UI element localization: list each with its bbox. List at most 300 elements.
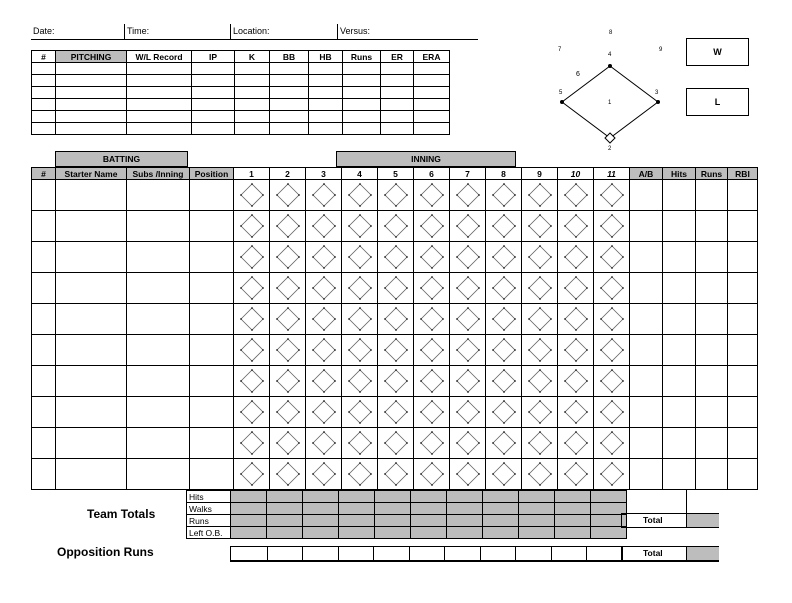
pitching-cell[interactable] [381, 87, 414, 99]
totals-cell[interactable] [375, 515, 411, 527]
at-bat-cell[interactable] [306, 428, 342, 459]
batting-cell[interactable] [127, 428, 190, 459]
pitching-cell[interactable] [32, 87, 56, 99]
pitching-cell[interactable] [270, 87, 309, 99]
pitching-cell[interactable] [414, 87, 450, 99]
at-bat-cell[interactable] [306, 459, 342, 490]
at-bat-cell[interactable] [558, 304, 594, 335]
totals-cell[interactable] [519, 491, 555, 503]
pitching-cell[interactable] [270, 99, 309, 111]
batting-stat-cell[interactable] [728, 242, 758, 273]
batting-stat-cell[interactable] [728, 335, 758, 366]
batting-stat-cell[interactable] [728, 273, 758, 304]
pitching-cell[interactable] [192, 111, 235, 123]
at-bat-cell[interactable] [378, 397, 414, 428]
pitching-cell[interactable] [235, 75, 270, 87]
at-bat-diamond [312, 245, 336, 269]
totals-cell[interactable] [339, 491, 375, 503]
totals-cell[interactable] [303, 503, 339, 515]
at-bat-cell[interactable] [522, 459, 558, 490]
at-bat-cell[interactable] [234, 242, 270, 273]
batting-cell[interactable] [190, 242, 234, 273]
totals-cell[interactable] [375, 491, 411, 503]
batting-stat-cell[interactable] [728, 428, 758, 459]
at-bat-cell[interactable] [558, 459, 594, 490]
pitching-cell[interactable] [309, 123, 343, 135]
at-bat-cell[interactable] [270, 211, 306, 242]
at-bat-cell[interactable] [234, 273, 270, 304]
at-bat-cell[interactable] [378, 366, 414, 397]
batting-cell[interactable] [56, 273, 127, 304]
batting-cell[interactable] [32, 242, 56, 273]
pitching-cell[interactable] [343, 63, 381, 75]
batting-cell[interactable] [56, 428, 127, 459]
totals-cell[interactable] [339, 527, 375, 539]
totals-cell[interactable] [447, 503, 483, 515]
totals-cell[interactable] [411, 527, 447, 539]
batting-stat-cell[interactable] [630, 242, 663, 273]
at-bat-cell[interactable] [342, 304, 378, 335]
totals-cell[interactable] [483, 503, 519, 515]
pitching-cell[interactable] [309, 111, 343, 123]
batting-stat-cell[interactable] [663, 273, 696, 304]
pitching-cell[interactable] [56, 75, 127, 87]
batting-stat-cell[interactable] [728, 211, 758, 242]
totals-cell[interactable] [375, 503, 411, 515]
pitching-cell[interactable] [32, 63, 56, 75]
pitching-cell[interactable] [381, 99, 414, 111]
at-bat-cell[interactable] [486, 211, 522, 242]
batting-cell[interactable] [32, 180, 56, 211]
batting-cell[interactable] [127, 273, 190, 304]
at-bat-cell[interactable] [414, 428, 450, 459]
batting-stat-cell[interactable] [630, 304, 663, 335]
at-bat-cell[interactable] [522, 304, 558, 335]
at-bat-cell[interactable] [414, 304, 450, 335]
batting-stat-cell[interactable] [663, 304, 696, 335]
batting-stat-cell[interactable] [663, 366, 696, 397]
at-bat-cell[interactable] [450, 211, 486, 242]
batting-cell[interactable] [56, 397, 127, 428]
pitching-cell[interactable] [343, 123, 381, 135]
at-bat-cell[interactable] [594, 273, 630, 304]
at-bat-cell[interactable] [378, 304, 414, 335]
pitching-cell[interactable] [32, 123, 56, 135]
totals-cell[interactable] [555, 503, 591, 515]
totals-cell[interactable] [591, 491, 627, 503]
at-bat-cell[interactable] [234, 304, 270, 335]
totals-cell[interactable] [447, 527, 483, 539]
batting-stat-cell[interactable] [663, 335, 696, 366]
pitching-cell[interactable] [414, 99, 450, 111]
pitching-cell[interactable] [56, 63, 127, 75]
at-bat-cell[interactable] [378, 242, 414, 273]
batting-stat-cell[interactable] [630, 397, 663, 428]
batting-cell[interactable] [190, 211, 234, 242]
at-bat-cell[interactable] [414, 397, 450, 428]
batting-stat-cell[interactable] [696, 304, 728, 335]
at-bat-cell[interactable] [306, 273, 342, 304]
at-bat-cell[interactable] [594, 335, 630, 366]
batting-stat-cell[interactable] [630, 211, 663, 242]
totals-cell[interactable] [483, 527, 519, 539]
at-bat-cell[interactable] [342, 459, 378, 490]
totals-cell[interactable] [555, 515, 591, 527]
batting-cell[interactable] [190, 335, 234, 366]
batting-cell[interactable] [127, 304, 190, 335]
batting-cell[interactable] [190, 304, 234, 335]
pitching-cell[interactable] [414, 63, 450, 75]
at-bat-cell[interactable] [486, 180, 522, 211]
at-bat-cell[interactable] [594, 366, 630, 397]
totals-cell[interactable] [231, 527, 267, 539]
batting-stat-cell[interactable] [696, 242, 728, 273]
at-bat-cell[interactable] [414, 459, 450, 490]
totals-cell[interactable] [555, 491, 591, 503]
at-bat-cell[interactable] [414, 211, 450, 242]
at-bat-cell[interactable] [234, 366, 270, 397]
totals-cell[interactable] [303, 527, 339, 539]
at-bat-cell[interactable] [342, 211, 378, 242]
at-bat-cell[interactable] [522, 242, 558, 273]
totals-cell[interactable] [375, 527, 411, 539]
totals-cell[interactable] [483, 491, 519, 503]
at-bat-cell[interactable] [486, 304, 522, 335]
totals-cell[interactable] [519, 527, 555, 539]
at-bat-cell[interactable] [378, 180, 414, 211]
at-bat-cell[interactable] [270, 242, 306, 273]
at-bat-cell[interactable] [342, 180, 378, 211]
pitching-cell[interactable] [235, 99, 270, 111]
batting-cell[interactable] [32, 304, 56, 335]
pitching-cell[interactable] [56, 87, 127, 99]
pitching-cell[interactable] [270, 63, 309, 75]
at-bat-cell[interactable] [414, 366, 450, 397]
at-bat-cell[interactable] [378, 273, 414, 304]
at-bat-cell[interactable] [486, 459, 522, 490]
inning-col-7: 7 [450, 168, 486, 180]
pitching-cell[interactable] [343, 87, 381, 99]
pitching-cell[interactable] [414, 111, 450, 123]
batting-cell[interactable] [127, 211, 190, 242]
at-bat-cell[interactable] [450, 242, 486, 273]
batting-stat-cell[interactable] [630, 273, 663, 304]
at-bat-cell[interactable] [414, 180, 450, 211]
batting-cell[interactable] [56, 304, 127, 335]
at-bat-cell[interactable] [450, 335, 486, 366]
at-bat-cell[interactable] [594, 304, 630, 335]
batting-stat-cell[interactable] [630, 459, 663, 490]
at-bat-cell[interactable] [522, 397, 558, 428]
batting-cell[interactable] [32, 428, 56, 459]
at-bat-cell[interactable] [378, 428, 414, 459]
at-bat-cell[interactable] [234, 211, 270, 242]
at-bat-cell[interactable] [450, 304, 486, 335]
pitching-cell[interactable] [414, 123, 450, 135]
at-bat-cell[interactable] [486, 366, 522, 397]
totals-cell[interactable] [231, 515, 267, 527]
batting-stat-cell[interactable] [696, 428, 728, 459]
at-bat-cell[interactable] [558, 366, 594, 397]
at-bat-cell[interactable] [522, 428, 558, 459]
batting-stat-cell[interactable] [663, 459, 696, 490]
batting-cell[interactable] [127, 180, 190, 211]
at-bat-cell[interactable] [522, 366, 558, 397]
pitching-cell[interactable] [32, 99, 56, 111]
at-bat-cell[interactable] [522, 211, 558, 242]
at-bat-cell[interactable] [342, 335, 378, 366]
pitching-cell[interactable] [343, 99, 381, 111]
totals-cell[interactable] [447, 515, 483, 527]
batting-cell[interactable] [56, 180, 127, 211]
totals-cell[interactable] [339, 515, 375, 527]
loss-box[interactable] [686, 88, 749, 116]
batting-cell[interactable] [32, 366, 56, 397]
batting-stat-cell[interactable] [696, 211, 728, 242]
at-bat-cell[interactable] [594, 180, 630, 211]
totals-cell[interactable] [411, 491, 447, 503]
pitching-cell[interactable] [309, 75, 343, 87]
pitching-cell[interactable] [381, 75, 414, 87]
batting-stat-cell[interactable] [630, 428, 663, 459]
win-box[interactable] [686, 38, 749, 66]
pitching-cell[interactable] [309, 99, 343, 111]
pitching-cell[interactable] [192, 63, 235, 75]
batting-cell[interactable] [56, 459, 127, 490]
pitching-cell[interactable] [343, 111, 381, 123]
at-bat-cell[interactable] [414, 273, 450, 304]
at-bat-cell[interactable] [234, 459, 270, 490]
at-bat-cell[interactable] [558, 180, 594, 211]
batting-cell[interactable] [190, 366, 234, 397]
at-bat-cell[interactable] [450, 428, 486, 459]
totals-cell[interactable] [411, 503, 447, 515]
at-bat-cell[interactable] [306, 397, 342, 428]
at-bat-cell[interactable] [378, 211, 414, 242]
at-bat-cell[interactable] [342, 366, 378, 397]
pitching-cell[interactable] [56, 123, 127, 135]
at-bat-cell[interactable] [594, 459, 630, 490]
at-bat-cell[interactable] [558, 273, 594, 304]
batting-cell[interactable] [190, 428, 234, 459]
totals-cell[interactable] [231, 491, 267, 503]
pitching-cell[interactable] [32, 111, 56, 123]
at-bat-cell[interactable] [486, 242, 522, 273]
at-bat-cell[interactable] [450, 366, 486, 397]
batting-cell[interactable] [127, 397, 190, 428]
at-bat-diamond [420, 307, 444, 331]
batting-cell[interactable] [127, 335, 190, 366]
totals-cell[interactable] [447, 491, 483, 503]
pitching-cell[interactable] [381, 63, 414, 75]
at-bat-cell[interactable] [306, 304, 342, 335]
at-bat-cell[interactable] [306, 366, 342, 397]
pitching-cell[interactable] [127, 87, 192, 99]
batting-stat-cell[interactable] [728, 397, 758, 428]
at-bat-cell[interactable] [234, 397, 270, 428]
batting-cell[interactable] [32, 273, 56, 304]
at-bat-cell[interactable] [558, 211, 594, 242]
batting-stat-cell[interactable] [663, 428, 696, 459]
batting-stat-cell[interactable] [728, 180, 758, 211]
at-bat-cell[interactable] [270, 366, 306, 397]
pitching-cell[interactable] [56, 99, 127, 111]
at-bat-cell[interactable] [414, 242, 450, 273]
pitching-cell[interactable] [381, 123, 414, 135]
at-bat-cell[interactable] [270, 428, 306, 459]
at-bat-cell[interactable] [234, 180, 270, 211]
at-bat-cell[interactable] [234, 335, 270, 366]
pitching-cell[interactable] [270, 111, 309, 123]
pitching-cell[interactable] [414, 75, 450, 87]
at-bat-cell[interactable] [522, 180, 558, 211]
batting-cell[interactable] [32, 459, 56, 490]
at-bat-cell[interactable] [558, 335, 594, 366]
at-bat-cell[interactable] [522, 335, 558, 366]
pitching-cell[interactable] [192, 87, 235, 99]
batting-cell[interactable] [32, 211, 56, 242]
pitching-cell[interactable] [56, 111, 127, 123]
batting-cell[interactable] [190, 397, 234, 428]
totals-cell[interactable] [303, 491, 339, 503]
at-bat-cell[interactable] [486, 397, 522, 428]
at-bat-cell[interactable] [594, 428, 630, 459]
batting-stat-cell[interactable] [696, 335, 728, 366]
batting-stat-cell[interactable] [696, 273, 728, 304]
pitching-cell[interactable] [192, 99, 235, 111]
at-bat-cell[interactable] [342, 242, 378, 273]
batting-stat-cell[interactable] [696, 459, 728, 490]
totals-cell[interactable] [267, 503, 303, 515]
totals-cell[interactable] [231, 503, 267, 515]
batting-stat-cell[interactable] [630, 366, 663, 397]
pitching-cell[interactable] [235, 111, 270, 123]
pitching-cell[interactable] [343, 75, 381, 87]
at-bat-cell[interactable] [342, 428, 378, 459]
totals-cell[interactable] [267, 491, 303, 503]
pitching-cell[interactable] [32, 75, 56, 87]
pitching-cell[interactable] [235, 123, 270, 135]
batting-stat-cell[interactable] [663, 242, 696, 273]
totals-cell[interactable] [267, 527, 303, 539]
at-bat-cell[interactable] [450, 397, 486, 428]
batting-stat-cell[interactable] [728, 459, 758, 490]
at-bat-cell[interactable] [306, 211, 342, 242]
at-bat-cell[interactable] [594, 397, 630, 428]
at-bat-cell[interactable] [378, 459, 414, 490]
batting-stat-cell[interactable] [630, 335, 663, 366]
stat-col-2: Runs [696, 168, 728, 180]
at-bat-cell[interactable] [450, 180, 486, 211]
at-bat-cell[interactable] [342, 273, 378, 304]
at-bat-cell[interactable] [270, 273, 306, 304]
opposition-runs-label: Opposition Runs [57, 545, 154, 559]
totals-cell[interactable] [519, 503, 555, 515]
totals-cell[interactable] [303, 515, 339, 527]
batting-cell[interactable] [56, 211, 127, 242]
totals-cell[interactable] [483, 515, 519, 527]
pitching-cell[interactable] [309, 87, 343, 99]
at-bat-cell[interactable] [270, 459, 306, 490]
batting-stat-cell[interactable] [630, 180, 663, 211]
batting-stat-cell[interactable] [728, 304, 758, 335]
pitching-cell[interactable] [381, 111, 414, 123]
at-bat-cell[interactable] [486, 335, 522, 366]
batting-stat-cell[interactable] [696, 180, 728, 211]
at-bat-cell[interactable] [306, 180, 342, 211]
totals-cell[interactable] [339, 503, 375, 515]
batting-cell[interactable] [56, 242, 127, 273]
at-bat-cell[interactable] [342, 397, 378, 428]
batting-cell[interactable] [190, 180, 234, 211]
at-bat-cell[interactable] [270, 180, 306, 211]
batting-cell[interactable] [32, 335, 56, 366]
at-bat-cell[interactable] [306, 335, 342, 366]
totals-cell[interactable] [411, 515, 447, 527]
at-bat-cell[interactable] [558, 397, 594, 428]
at-bat-cell[interactable] [414, 335, 450, 366]
batting-stat-cell[interactable] [696, 397, 728, 428]
batting-stat-cell[interactable] [663, 180, 696, 211]
pitching-cell[interactable] [127, 111, 192, 123]
at-bat-cell[interactable] [270, 335, 306, 366]
totals-cell[interactable] [267, 515, 303, 527]
at-bat-cell[interactable] [486, 273, 522, 304]
batting-cell[interactable] [190, 459, 234, 490]
batting-stat-cell[interactable] [696, 366, 728, 397]
pitching-row [32, 87, 450, 99]
at-bat-cell[interactable] [594, 242, 630, 273]
pitching-cell[interactable] [309, 63, 343, 75]
batting-cell[interactable] [127, 459, 190, 490]
at-bat-cell[interactable] [558, 428, 594, 459]
totals-cell[interactable] [519, 515, 555, 527]
at-bat-cell[interactable] [306, 242, 342, 273]
batting-stat-cell[interactable] [663, 211, 696, 242]
pitching-cell[interactable] [270, 123, 309, 135]
at-bat-cell[interactable] [378, 335, 414, 366]
at-bat-cell[interactable] [558, 242, 594, 273]
pitching-cell[interactable] [127, 75, 192, 87]
at-bat-cell[interactable] [450, 459, 486, 490]
at-bat-cell[interactable] [270, 304, 306, 335]
batting-cell[interactable] [190, 273, 234, 304]
at-bat-cell[interactable] [594, 211, 630, 242]
pitching-cell[interactable] [127, 123, 192, 135]
pitching-cell[interactable] [192, 75, 235, 87]
at-bat-cell[interactable] [450, 273, 486, 304]
pitching-cell[interactable] [235, 63, 270, 75]
totals-cell[interactable] [555, 527, 591, 539]
batting-stat-cell[interactable] [663, 397, 696, 428]
at-bat-cell[interactable] [486, 428, 522, 459]
at-bat-cell[interactable] [270, 397, 306, 428]
at-bat-cell[interactable] [522, 273, 558, 304]
pitching-cell[interactable] [127, 99, 192, 111]
at-bat-cell[interactable] [234, 428, 270, 459]
batting-cell[interactable] [32, 397, 56, 428]
pitching-cell[interactable] [235, 87, 270, 99]
batting-cell[interactable] [127, 242, 190, 273]
batting-cell[interactable] [56, 335, 127, 366]
batting-cell[interactable] [56, 366, 127, 397]
pitching-cell[interactable] [192, 123, 235, 135]
totals-cell[interactable] [591, 527, 627, 539]
batting-stat-cell[interactable] [728, 366, 758, 397]
pitching-cell[interactable] [270, 75, 309, 87]
pitching-cell[interactable] [127, 63, 192, 75]
batting-cell[interactable] [127, 366, 190, 397]
